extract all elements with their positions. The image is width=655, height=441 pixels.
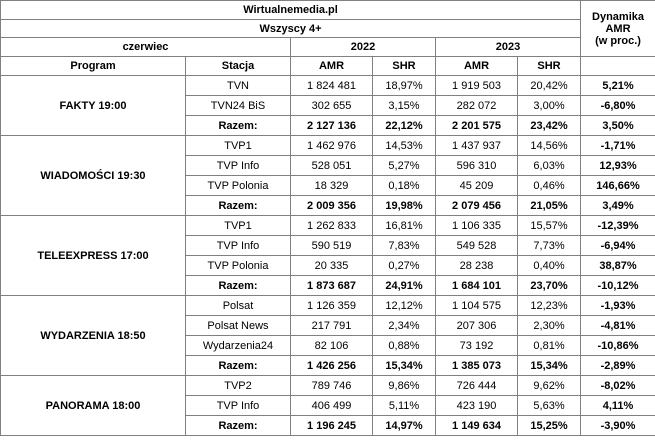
month-label: czerwiec: [1, 38, 291, 57]
shr-2022: 7,83%: [373, 236, 436, 256]
shr-2022: 5,27%: [373, 156, 436, 176]
amr-2023: 1 106 335: [436, 216, 518, 236]
dynamics-value: -4,81%: [581, 316, 655, 336]
total-shr-2022: 15,34%: [373, 356, 436, 376]
col-shr-2023: SHR: [518, 57, 581, 76]
amr-2022: 406 499: [291, 396, 373, 416]
total-label: Razem:: [186, 276, 291, 296]
dynamics-value: -12,39%: [581, 216, 655, 236]
amr-2023: 1 104 575: [436, 296, 518, 316]
table-row: [1, 376, 655, 396]
shr-2022: 3,15%: [373, 96, 436, 116]
total-shr-2023: 23,42%: [518, 116, 581, 136]
total-amr-2023: 1 385 073: [436, 356, 518, 376]
dynamics-value: 38,87%: [581, 256, 655, 276]
amr-2022: 528 051: [291, 156, 373, 176]
shr-2023: 7,73%: [518, 236, 581, 256]
shr-2023: 15,57%: [518, 216, 581, 236]
amr-2022: 1 462 976: [291, 136, 373, 156]
year-header-row: [1, 38, 655, 57]
total-shr-2022: 24,91%: [373, 276, 436, 296]
dynamics-value: 5,21%: [581, 76, 655, 96]
amr-2023: 549 528: [436, 236, 518, 256]
total-shr-2023: 15,25%: [518, 416, 581, 436]
total-label: Razem:: [186, 416, 291, 436]
shr-2022: 0,27%: [373, 256, 436, 276]
amr-2022: 20 335: [291, 256, 373, 276]
amr-2022: 18 329: [291, 176, 373, 196]
station-name: Polsat News: [186, 316, 291, 336]
table-row: [1, 216, 655, 236]
col-amr-2023: AMR: [436, 57, 518, 76]
dynamics-header: [581, 1, 655, 57]
total-dynamics-value: -3,90%: [581, 416, 655, 436]
shr-2022: 12,12%: [373, 296, 436, 316]
shr-2023: 6,03%: [518, 156, 581, 176]
amr-2022: 1 824 481: [291, 76, 373, 96]
amr-2023: 1 437 937: [436, 136, 518, 156]
total-shr-2023: 23,70%: [518, 276, 581, 296]
shr-2022: 18,97%: [373, 76, 436, 96]
total-amr-2023: 2 201 575: [436, 116, 518, 136]
dynamics-value: -6,94%: [581, 236, 655, 256]
year-2023-header: 2023: [436, 38, 581, 57]
shr-2023: 0,46%: [518, 176, 581, 196]
shr-2023: 14,56%: [518, 136, 581, 156]
col-shr-2022: SHR: [373, 57, 436, 76]
total-amr-2023: 2 079 456: [436, 196, 518, 216]
dynamics-value: 146,66%: [581, 176, 655, 196]
total-label: Razem:: [186, 116, 291, 136]
shr-2022: 2,34%: [373, 316, 436, 336]
station-name: TVP1: [186, 136, 291, 156]
program-name: TELEEXPRESS 17:00: [1, 216, 186, 296]
shr-2023: 0,40%: [518, 256, 581, 276]
amr-2022: 302 655: [291, 96, 373, 116]
amr-2022: 1 262 833: [291, 216, 373, 236]
total-shr-2022: 19,98%: [373, 196, 436, 216]
dynamics-value: -6,80%: [581, 96, 655, 116]
dynamics-header-line2: AMR: [605, 22, 631, 35]
total-amr-2022: 1 873 687: [291, 276, 373, 296]
program-name: PANORAMA 18:00: [1, 376, 186, 436]
audience-subtitle: Wszyscy 4+: [1, 20, 581, 38]
amr-2023: 423 190: [436, 396, 518, 416]
station-name: TVP Polonia: [186, 176, 291, 196]
station-name: TVP Polonia: [186, 256, 291, 276]
shr-2022: 5,11%: [373, 396, 436, 416]
station-name: TVP Info: [186, 156, 291, 176]
amr-2023: 726 444: [436, 376, 518, 396]
total-dynamics-value: 3,49%: [581, 196, 655, 216]
col-program: Program: [1, 57, 186, 76]
shr-2022: 9,86%: [373, 376, 436, 396]
station-name: TVP Info: [186, 236, 291, 256]
station-name: TVN24 BiS: [186, 96, 291, 116]
dynamics-value: 12,93%: [581, 156, 655, 176]
table-row: [1, 136, 655, 156]
total-shr-2023: 21,05%: [518, 196, 581, 216]
shr-2022: 0,18%: [373, 176, 436, 196]
total-amr-2022: 1 426 256: [291, 356, 373, 376]
total-label: Razem:: [186, 356, 291, 376]
amr-2023: 596 310: [436, 156, 518, 176]
shr-2023: 5,63%: [518, 396, 581, 416]
amr-2022: 1 126 359: [291, 296, 373, 316]
total-dynamics-value: -2,89%: [581, 356, 655, 376]
shr-2023: 9,62%: [518, 376, 581, 396]
column-header-row: [1, 57, 655, 76]
amr-2023: 45 209: [436, 176, 518, 196]
shr-2022: 14,53%: [373, 136, 436, 156]
dynamics-value: -1,93%: [581, 296, 655, 316]
total-amr-2023: 1 684 101: [436, 276, 518, 296]
page-title: Wirtualnemedia.pl: [1, 1, 581, 20]
amr-2023: 28 238: [436, 256, 518, 276]
shr-2022: 0,88%: [373, 336, 436, 356]
amr-2022: 217 791: [291, 316, 373, 336]
shr-2023: 3,00%: [518, 96, 581, 116]
dynamics-value: -1,71%: [581, 136, 655, 156]
station-name: TVP Info: [186, 396, 291, 416]
shr-2023: 0,81%: [518, 336, 581, 356]
dynamics-value: 4,11%: [581, 396, 655, 416]
shr-2023: 20,42%: [518, 76, 581, 96]
total-shr-2022: 22,12%: [373, 116, 436, 136]
dynamics-value: -10,86%: [581, 336, 655, 356]
program-name: WYDARZENIA 18:50: [1, 296, 186, 376]
title-row: [1, 1, 655, 20]
shr-2023: 12,23%: [518, 296, 581, 316]
col-amr-2022: AMR: [291, 57, 373, 76]
total-amr-2022: 2 009 356: [291, 196, 373, 216]
amr-2023: 1 919 503: [436, 76, 518, 96]
total-label: Razem:: [186, 196, 291, 216]
col-dynamics-spacer: [581, 57, 655, 76]
total-dynamics-value: 3,50%: [581, 116, 655, 136]
program-name: WIADOMOŚCI 19:30: [1, 136, 186, 216]
dynamics-value: -8,02%: [581, 376, 655, 396]
col-station: Stacja: [186, 57, 291, 76]
dynamics-header-line3: (w proc.): [595, 34, 641, 47]
total-dynamics-value: -10,12%: [581, 276, 655, 296]
amr-2022: 590 519: [291, 236, 373, 256]
total-shr-2022: 14,97%: [373, 416, 436, 436]
table-row: [1, 76, 655, 96]
subtitle-row: [1, 20, 655, 38]
total-amr-2023: 1 149 634: [436, 416, 518, 436]
shr-2022: 16,81%: [373, 216, 436, 236]
station-name: TVN: [186, 76, 291, 96]
table-row: [1, 296, 655, 316]
year-2022-header: 2022: [291, 38, 436, 57]
station-name: Wydarzenia24: [186, 336, 291, 356]
dynamics-header-line1: Dynamika: [592, 10, 644, 23]
station-name: TVP2: [186, 376, 291, 396]
total-amr-2022: 2 127 136: [291, 116, 373, 136]
shr-2023: 2,30%: [518, 316, 581, 336]
station-name: TVP1: [186, 216, 291, 236]
amr-2023: 207 306: [436, 316, 518, 336]
amr-2023: 73 192: [436, 336, 518, 356]
total-amr-2022: 1 196 245: [291, 416, 373, 436]
amr-2022: 789 746: [291, 376, 373, 396]
amr-2022: 82 106: [291, 336, 373, 356]
program-name: FAKTY 19:00: [1, 76, 186, 136]
amr-2023: 282 072: [436, 96, 518, 116]
station-name: Polsat: [186, 296, 291, 316]
total-shr-2023: 15,34%: [518, 356, 581, 376]
